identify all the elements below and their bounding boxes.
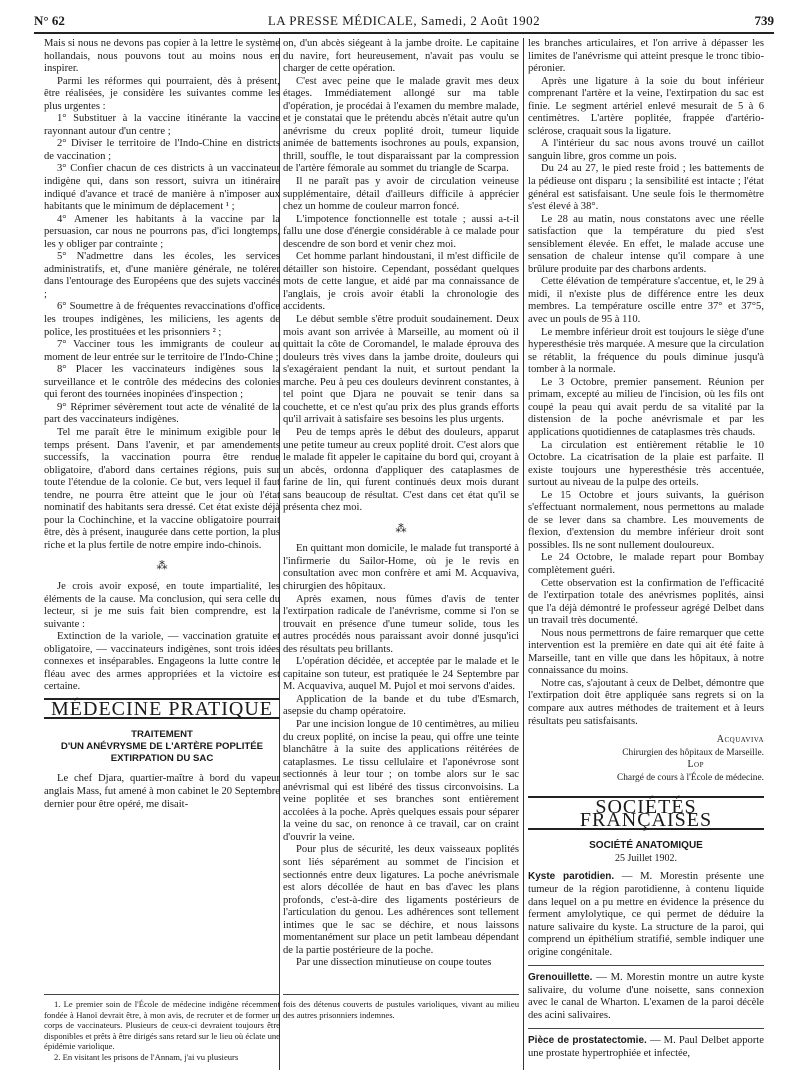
list-item: 7° Vacciner tous les immigrants de couleur au moment de leur entrée sur le territoire de l'Indo-Chine ; [44, 339, 280, 363]
footnote: 1. Le premier soin de l'École de médecine indigène récemment fondée à Hanoï devrait être, à mon avis, de recruter et de former un corps de vaccinateurs. Plusieurs de ceux-ci devraient toujours être disponibles et prêts à être dirigés sans retard sur le lieu où éclate une épidémie variolique. [44, 999, 280, 1052]
article-title [44, 729, 280, 765]
item-text: — M. Morestin présente une tumeur de la région parotidienne, à contenu liquide dans lequel on a pu mettre en évidence la présence du ferment amylolytique, ce qui permet de déduire la nature salivaire du kyste. La structure de la paroi, qui comprend un épithélium stratifié, semble indiquer une origine congénitale. [528, 871, 764, 958]
paragraph: Application de la bande et du tube d'Esmarch, asepsie du champ opératoire. [283, 693, 519, 718]
author-affiliation: Chargé de cours à l'École de médecine. [616, 772, 764, 783]
section-separator: ⁂ [156, 560, 168, 573]
footnotes-middle [283, 994, 519, 1020]
paragraph: Pour plus de sécurité, les deux vaisseaux poplités sont liés séparément au sommet de l'incision et sectionnés entre deux ligatures. La poche anévrismale est alors décollée de haut en bas d'avec les plans profonds, c'est-à-dire des ligaments postérieurs de l'articulation du genou. Les adhérences sont tellement intimes que le sac se déchire, et nous laissons momentanément sur place un petit lambeau dépendant de la partie postérieure de la poche. [283, 844, 519, 956]
paragraph: A l'intérieur du sac nous avons trouvé un caillot sanguin libre, gros comme un pois. [528, 138, 764, 162]
list-item: 3° Confier chacun de ces districts à un vaccinateur indigène qui, dans son ressort, suivra un itinéraire indiqué d'avance et tracé de manière à n'imposer aux habitants que le minimum de déplacement ¹ ; [44, 163, 280, 213]
author-affiliation: Chirurgien des hôpitaux de Marseille. [622, 747, 764, 758]
list-item: 5° N'admettre dans les écoles, les services administratifs, et, d'une manière générale, ne tolérer dans l'entourage des Européens que des sujets vaccinés ; [44, 251, 280, 300]
issue-number: N° 62 [34, 13, 65, 28]
paragraph: Nous nous permettrons de faire remarquer que cette intervention est la première en date qui ait été faite à Marseille, tant en ville que dans les hôpitaux, à notre connaissance du moins. [528, 627, 764, 677]
section-heading: SOCIÉTÉS FRANÇAISES [528, 796, 764, 830]
paragraph: Le 3 Octobre, premier pansement. Réunion per primam, excepté au milieu de l'incision, où les fils ont coupé la peau qui avait perdu de sa vitalité par la distension de la poche anévrismale et par les applications quotidiennes de cataplasmes très chauds. [528, 376, 764, 438]
list-item: 2° Diviser le territoire de l'Indo-Chine en districts de vaccination ; [44, 138, 280, 162]
author-name: Acquaviva [716, 734, 764, 746]
list-item [528, 871, 764, 959]
paragraph: Après une ligature à la soie du bout inférieur comprenant l'artère et la veine, l'extirpation du sac est finie. Le segment artériel enlevé mesurait de 5 à 6 centimètres. L'artère poplitée, frappée d'artério-sclérose, craquait sous la ligature. [528, 75, 764, 137]
list-item [528, 972, 764, 1022]
paragraph: Tel me paraît être le minimum exigible pour le temps présent. Dans l'avenir, et par amendements successifs, la vaccination pourra être rendue obligatoire, d'abord dans certaines régions, puis sur toute l'étendue de la colonie. Ce but, vers lequel il faut tendre, ne pourra être atteint que le jour où l'état nominatif des habitants sera dressé. Cet état existe déjà pour la Cochinchine, et la vaccine obligatoire pourrait être, dès à présent, inaugurée dans cette portion, la plus riche et la plus fertile de notre empire indo-chinois. [44, 426, 280, 551]
item-heading: Kyste parotidien. [528, 871, 615, 883]
column-rule [523, 38, 524, 1070]
paragraph: En quittant mon domicile, le malade fut transporté à l'infirmerie du Sailor-Home, où je le revis en consultation avec mon confrère et ami M. Acquaviva, chirurgien des hôpitaux. [283, 543, 519, 592]
society-date: 25 Juillet 1902. [615, 852, 677, 864]
paragraph: Parmi les réformes qui pourraient, dès à présent, être réalisées, je considère les suivantes comme les plus urgentes : [44, 75, 280, 112]
footnote: 2. En visitant les prisons de l'Annam, j'ai vu plusieurs [54, 1051, 239, 1062]
paragraph: Cette observation est la confirmation de l'efficacité de l'extirpation totale des anévrismes poplités, ainsi que l'a déjà démontré le professeur agrégé Delbet dans un travail très documenté. [528, 577, 764, 627]
paragraph: Extinction de la variole, — vaccination gratuite et obligatoire, — vaccinateurs indigènes, sont trois idées connexes et inséparables. Engageons la lutte contre le fléau avec des armes appropriées et la victoire est certaine. [44, 631, 280, 693]
society-title: SOCIÉTÉ ANATOMIQUE [589, 840, 703, 852]
paragraph: C'est avec peine que le malade gravit mes deux étages. Immédiatement allongé sur ma table d'opération, je procédai à l'examen du membre malade, et je constatai que le prétendu abcès n'était autre qu'un anévrisme du creux poplité droit, tumeur liquide animée de battements isochrones au pouls, expansion, thrill, souffle, le tout disparaissant par la compression de l'artère fémorale au sommet du triangle de Scarpa. [283, 75, 519, 175]
list-item: 1° Substituer à la vaccine itinérante la vaccine rayonnant autour d'un centre ; [44, 113, 280, 137]
paragraph: Mais si nous ne devons pas copier à la lettre le système hollandais, nous pouvons tout au moins nous en inspirer. [44, 38, 280, 75]
page-number: 739 [754, 13, 774, 28]
list-item [528, 1035, 764, 1060]
footnote: fois des détenus couverts de pustules varioliques, vivant au milieu des autres prisonniers indemnes. [283, 999, 519, 1020]
section-separator: ⁂ [395, 522, 407, 535]
paragraph: Le 24 Octobre, le malade repart pour Bombay complètement guéri. [528, 552, 764, 576]
footnotes-left [44, 994, 280, 1063]
paragraph: les branches articulaires, et l'on arrive à dépasser les limites de l'anévrisme qui atteint presque le tronc tibio-péronier. [528, 38, 764, 75]
paragraph: Le membre inférieur droit est toujours le siège d'une hyperesthésie très marquée. A mesure que la circulation se rétablit, la fréquence du pouls diminue jusqu'à tomber à la normale. [528, 326, 764, 376]
paragraph: Après examen, nous fûmes d'avis de tenter l'extirpation radicale de l'anévrisme, comme si l'on se trouvait en présence d'une tumeur solide, tous les autres procédés nous paraissant avoir donné jusqu'ici des résultats peu brillants. [283, 593, 519, 655]
article-title-line: D'UN ANÉVRYSME DE L'ARTÈRE POPLITÉE [60, 741, 264, 753]
article-title-line: EXTIRPATION DU SAC [110, 753, 214, 765]
paragraph: Cet homme parlant hindoustani, il m'est difficile de détailler son histoire. Cependant, possédant quelques mots de cette langue, et aidé par ma connaissance de l'anglais, je crois avoir établi la chronologie des accidents. [283, 251, 519, 313]
paragraph: Du 24 au 27, le pied reste froid ; les battements de la pédieuse ont disparu ; la sensibilité est intacte ; l'état général est satisfaisant. Une seule fois le thermomètre s'est élevé à 38°. [528, 163, 764, 213]
paragraph: Par une dissection minutieuse on coupe toutes [296, 957, 492, 969]
divider [528, 1028, 764, 1029]
list-item: 8° Placer les vaccinateurs indigènes sous la surveillance et le contrôle des médecins des colonies qui feront des tournées inopinées d'inspection ; [44, 364, 280, 401]
paragraph: L'opération décidée, et acceptée par le malade et le capitaine son tuteur, est pratiquée le 24 Septembre par M. Acquaviva, auquel M. Pujol et moi servons d'aides. [283, 656, 519, 693]
paragraph: on, d'un abcès siégeant à la jambe droite. Le capitaine du navire, fort heureusement, n'avait pas voulu se charger de cette opération. [283, 38, 519, 75]
paragraph: Par une incision longue de 10 centimètres, au milieu du creux poplité, on incise la peau, qui offre une teinte blanchâtre à la suite des applications réitérées de cataplasmes. Le tissu cellulaire et l'aponévrose sont sectionnés à leur tour ; on tombe alors sur le sac anévrismal qui est libéré des tissus circonvoisins. La veine poplitée et ses branches sont entièrement accolées à la poche. Après quelques essais pour séparer la veine du sac, on renonce à ce travail, car on craint d'ouvrir la veine. [283, 718, 519, 843]
paragraph: L'impotence fonctionnelle est totale ; aussi a-t-il fallu une dose d'énergie considérable à ce malade pour descendre de son bord et venir chez moi. [283, 213, 519, 250]
list-item: 6° Soumettre à de fréquentes revaccinations d'office les troupes indigènes, les miliciens, les agents de police, les prostituées et les prisonniers ² ; [44, 301, 280, 338]
paragraph: Le 28 au matin, nous constatons avec une réelle satisfaction que la température du pied s'est sensiblement élevée. En effet, le malade accuse une sensation de chaleur intense qu'il compare à une brûlure produite par des charbons ardents. [528, 213, 764, 275]
column-1 [44, 38, 280, 811]
author-name: Lop [687, 759, 704, 771]
list-item: 4° Amener les habitants à la vaccine par la persuasion, car nous ne pourrons pas, d'ici longtemps, les y obliger par contrainte ; [44, 213, 280, 250]
column-2 [283, 38, 519, 970]
paragraph: Je crois avoir exposé, en toute impartialité, les éléments de la cause. Ma conclusion, qui sera celle du lecteur, si je me suis fait bien comprendre, est la suivante : [44, 580, 280, 630]
column-3 [528, 38, 764, 1061]
item-text: — M. Paul Delbet apporte une prostate hypertrophiée et infectée, [528, 1035, 764, 1060]
item-text: — M. Morestin montre un autre kyste salivaire, du volume d'une noisette, sans connexion avec le canal de Wharton. L'examen de la paroi décèle des acini salivaires. [528, 972, 764, 1021]
divider [528, 965, 764, 966]
article-title-line: TRAITEMENT [131, 729, 193, 741]
page-header [34, 10, 774, 34]
paragraph: Peu de temps après le début des douleurs, apparut une petite tumeur au creux poplité droit. C'est alors que le malade fit appeler le capitaine du bord qui, croyant à un abcès, ordonna d'appliquer des cataplasmes de farine de lin, qui furent continués deux mois durant sans beaucoup de résultat. C'est dans cet état qu'il se présenta chez moi. [283, 426, 519, 514]
paragraph: Le 15 Octobre et jours suivants, la guérison s'effectuant normalement, nous permettons au malade de se lever dans sa chambre. Les mouvements de flexion, d'extension du membre inférieur droit sont possibles. Ils ne sont nullement douloureux. [528, 489, 764, 551]
paragraph: Notre cas, s'ajoutant à ceux de Delbet, démontre que l'extirpation doit être appliquée sans regrets si on la compare aux autres méthodes de traitement et à leurs résultats peu satisfaisants. [528, 677, 764, 727]
section-heading: MÉDECINE PRATIQUE [44, 698, 280, 720]
item-heading: Pièce de prostatectomie. [528, 1035, 647, 1047]
list-item: 9° Réprimer sévèrement tout acte de vénalité de la part des vaccinateurs indigènes. [44, 401, 280, 426]
paragraph: Le chef Djara, quartier-maître à bord du vapeur anglais Mass, fut amené à mon cabinet le 20 Septembre dernier pour être opéré, me disait- [44, 773, 280, 810]
paragraph: Le début semble s'être produit soudainement. Deux mois avant son arrivée à Marseille, au moment où il quittait la côte de Coromandel, le malade éprouva des douleurs très vives dans la jambe droite, douleurs qui s'exagéraient pendant la nuit, et surtout pendant la marche. Peu à peu ces douleurs devinrent constantes, à tel point que Djara ne pouvait se tenir dans sa couchette, et ce n'est qu'au prix des plus grands efforts qu'il arrivait à satisfaire ses besoins les plus urgents. [283, 314, 519, 426]
paragraph: La circulation est entièrement rétablie le 10 Octobre. La cicatrisation de la plaie est parfaite. Il existe toujours une hyperesthésie très accentuée, surtout au niveau de la pulpe des orteils. [528, 439, 764, 489]
paragraph: Cette élévation de température s'accentue, et, le 29 à midi, il n'existe plus de différence entre les deux membres. La température oscille entre 37° et 37°5, avec un pouls de 95 à 110. [528, 276, 764, 326]
journal-title: LA PRESSE MÉDICALE, Samedi, 2 Août 1902 [267, 13, 541, 28]
paragraph: Il ne paraît pas y avoir de circulation veineuse supplémentaire, détail d'ailleurs difficile à apprécier chez un homme de couleur marron foncé. [283, 176, 519, 213]
signature-block [528, 734, 764, 784]
item-heading: Grenouillette. [528, 972, 593, 984]
